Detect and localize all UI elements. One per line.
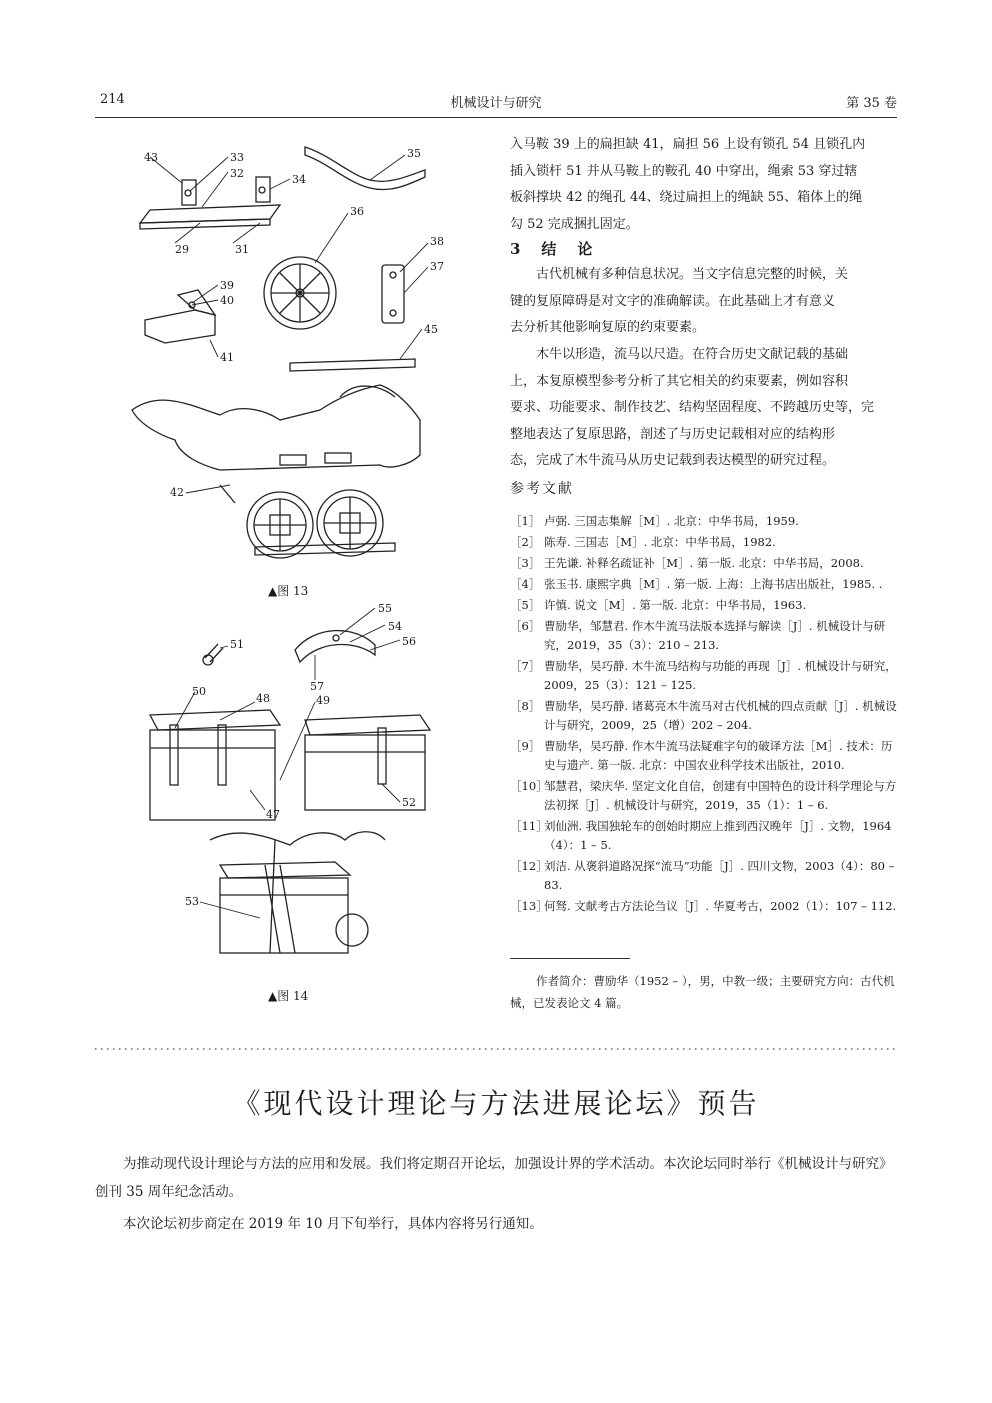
reference-number: ［5］ — [510, 598, 541, 612]
fig13-label-39: 39 — [220, 279, 234, 292]
reference-number: ［13］ — [510, 899, 548, 913]
part-42-assembly — [132, 385, 420, 558]
reference-number: ［1］ — [510, 514, 541, 528]
reference-item — [510, 897, 898, 916]
reference-item — [510, 657, 898, 695]
text-line: 态，完成了木牛流马从历史记载到表达模型的研究过程。 — [510, 453, 836, 468]
fig14-label-52: 52 — [402, 796, 416, 809]
fig14-label-47: 47 — [266, 808, 280, 821]
reference-text: 刘洁. 从褒斜道路况探“流马”功能［J］. 四川文物，2003（4）：80 – 83. — [544, 859, 895, 892]
figure-13-drawing — [120, 135, 500, 575]
fig13-label-41: 41 — [220, 351, 234, 364]
fig14-label-54: 54 — [388, 620, 402, 633]
reference-item — [510, 737, 898, 775]
header-rule — [95, 117, 897, 118]
reference-item — [510, 533, 898, 552]
reference-number: ［8］ — [510, 699, 541, 713]
notice-title: 《现代设计理论与方法进展论坛》预告 — [232, 1087, 760, 1120]
notice-paragraph-2: 本次论坛初步商定在 2019 年 10 月下旬举行，具体内容将另行通知。 — [123, 1216, 543, 1232]
fig14-label-55: 55 — [378, 602, 392, 615]
reference-number: ［4］ — [510, 577, 541, 591]
footnote-rule — [510, 958, 630, 959]
fig13-label-38: 38 — [430, 235, 444, 248]
conclusion-paragraph-2 — [510, 342, 898, 475]
text-line: 勾 52 完成捆扎固定。 — [510, 216, 639, 232]
reference-number: ［7］ — [510, 659, 541, 673]
author-bio: 作者简介：曹励华（1952 – ），男，中教一级；主要研究方向：古代机械，已发表论文 4 篇。 — [510, 974, 895, 1010]
fig13-label-35: 35 — [407, 147, 421, 160]
fig13-label-31: 31 — [235, 243, 249, 256]
text-line: 键的复原障碍是对文字的准确解读。在此基础上才有意义 — [510, 293, 836, 309]
reference-text: 卢弼. 三国志集解［M］. 北京：中华书局，1959. — [544, 514, 799, 528]
reference-item — [510, 817, 898, 855]
reference-number: ［10］ — [510, 779, 548, 793]
notice-paragraph-1: 为推动现代设计理论与方法的应用和发展。我们将定期召开论坛，加强设计界的学术活动。本次论坛同时举行《机械设计与研究》创刊 35 周年纪念活动。 — [95, 1156, 893, 1200]
text-line: 要求、功能要求、制作技艺、结构坚固程度、不跨越历史等，完 — [510, 400, 875, 415]
reference-list — [510, 512, 898, 918]
fig13-label-43: 43 — [144, 151, 158, 164]
fig13-label-32: 32 — [230, 167, 244, 180]
intro-paragraph — [510, 132, 898, 238]
fig13-label-33: 33 — [230, 151, 244, 164]
leader-lines — [150, 155, 428, 493]
section-heading: 3 结 论 — [510, 240, 596, 258]
reference-text: 何驽. 文献考古方法论刍议［J］. 华夏考古，2002（1）：107 – 112. — [544, 899, 897, 913]
reference-text: 邹慧君，梁庆华. 坚定文化自信，创建有中国特色的设计科学理论与方法初探［J］. 机械设计与研究，2019，35（1）：1 – 6. — [544, 779, 897, 812]
part-36-wheel — [264, 257, 336, 329]
reference-text: 曹励华，吴巧静. 作木牛流马法疑难字句的破译方法［M］. 技术：历史与遗产. 第一版. 北京：中国农业科学技术出版社，2010. — [544, 739, 893, 772]
part-53-assembly — [210, 832, 385, 953]
fig14-label-53: 53 — [185, 895, 199, 908]
part-51-pin — [203, 644, 223, 665]
reference-text: 曹励华，邹慧君. 作木牛流马法版本选择与解读［J］. 机械设计与研究，2019，35（3）：210 – 213. — [544, 619, 886, 652]
reference-number: ［9］ — [510, 739, 541, 753]
fig14-label-56: 56 — [402, 635, 416, 648]
volume-label: 第 35 卷 — [846, 96, 897, 111]
reference-text: 张玉书. 康熙字典［M］. 第一版. 上海：上海书店出版社，1985. . — [544, 577, 883, 591]
text-line: 板斜撑块 42 的绳孔 44、绕过扁担上的绳缺 55、箱体上的绳 — [510, 190, 863, 205]
fig14-label-48: 48 — [256, 692, 270, 705]
fig14-label-51: 51 — [230, 638, 244, 651]
reference-item — [510, 575, 898, 594]
reference-item — [510, 596, 898, 615]
section-divider — [95, 1046, 897, 1052]
figure-14-drawing — [130, 600, 490, 980]
fig14-label-50: 50 — [192, 685, 206, 698]
reference-item — [510, 857, 898, 895]
fig13-label-36: 36 — [350, 205, 364, 218]
fig13-label-45: 45 — [424, 323, 438, 336]
fig13-label-37: 37 — [430, 260, 444, 273]
reference-number: ［12］ — [510, 859, 548, 873]
conclusion-paragraph-1 — [510, 262, 898, 342]
fig13-label-34: 34 — [292, 173, 306, 186]
reference-number: ［2］ — [510, 535, 541, 549]
reference-text: 陈寿. 三国志［M］. 北京：中华书局，1982. — [544, 535, 776, 549]
reference-item — [510, 512, 898, 531]
fig14-label-57: 57 — [310, 680, 324, 693]
text-line: 插入锁杆 51 并从马鞍上的鞍孔 40 中穿出，绳索 53 穿过辖 — [510, 163, 858, 179]
figure-13 — [120, 135, 500, 575]
references-heading: 参考文献 — [510, 481, 574, 497]
reference-number: ［6］ — [510, 619, 541, 633]
reference-text: 曹励华，吴巧静. 诸葛亮木牛流马对古代机械的四点贡献［J］. 机械设计与研究，2009，25（增）202 – 204. — [544, 699, 897, 732]
part-39-saddle — [145, 290, 215, 343]
figure-13-caption: ▲图 13 — [268, 584, 309, 598]
reference-item — [510, 777, 898, 815]
part-board — [140, 177, 280, 229]
reference-text: 许慎. 说文［M］. 第一版. 北京：中华书局，1963. — [544, 598, 807, 612]
part-37-plate — [382, 265, 404, 323]
text-line: 上，本复原模型参考分析了其它相关的约束要素，例如容积 — [510, 373, 849, 389]
reference-item — [510, 697, 898, 735]
text-line: 去分析其他影响复原的约束要素。 — [510, 320, 706, 335]
reference-number: ［11］ — [510, 819, 548, 833]
fig13-label-29: 29 — [175, 243, 189, 256]
text-line: 古代机械有多种信息状况。当文字信息完整的时候，关 — [536, 267, 849, 282]
fig14-label-49: 49 — [316, 694, 330, 707]
reference-text: 刘仙洲. 我国独轮车的创始时期应上推到西汉晚年［J］. 文物，1964（4）：1 – 5. — [544, 819, 892, 852]
text-line: 入马鞍 39 上的扁担缺 41，扁担 56 上设有锁孔 54 且锁孔内 — [510, 137, 866, 152]
reference-item — [510, 554, 898, 573]
reference-text: 王先谦. 补释名疏证补［M］. 第一版. 北京：中华书局，2008. — [544, 556, 864, 570]
reference-number: ［3］ — [510, 556, 541, 570]
running-title: 机械设计与研究 — [450, 96, 542, 111]
fig13-label-40: 40 — [220, 294, 234, 307]
fig13-label-42: 42 — [170, 486, 184, 499]
part-45-strip — [290, 359, 415, 371]
figure-14-caption: ▲图 14 — [268, 989, 309, 1003]
page-number: 214 — [100, 92, 125, 107]
text-line: 木牛以形造，流马以尺造。在符合历史文献记载的基础 — [536, 347, 849, 362]
reference-text: 曹励华，吴巧静. 木牛流马结构与功能的再现［J］. 机械设计与研究，2009，25（3）：121 – 125. — [544, 659, 897, 692]
figure-14 — [130, 600, 490, 980]
text-line: 整地表达了复原思路，剖述了与历史记载相对应的结构形 — [510, 426, 836, 442]
reference-item — [510, 617, 898, 655]
